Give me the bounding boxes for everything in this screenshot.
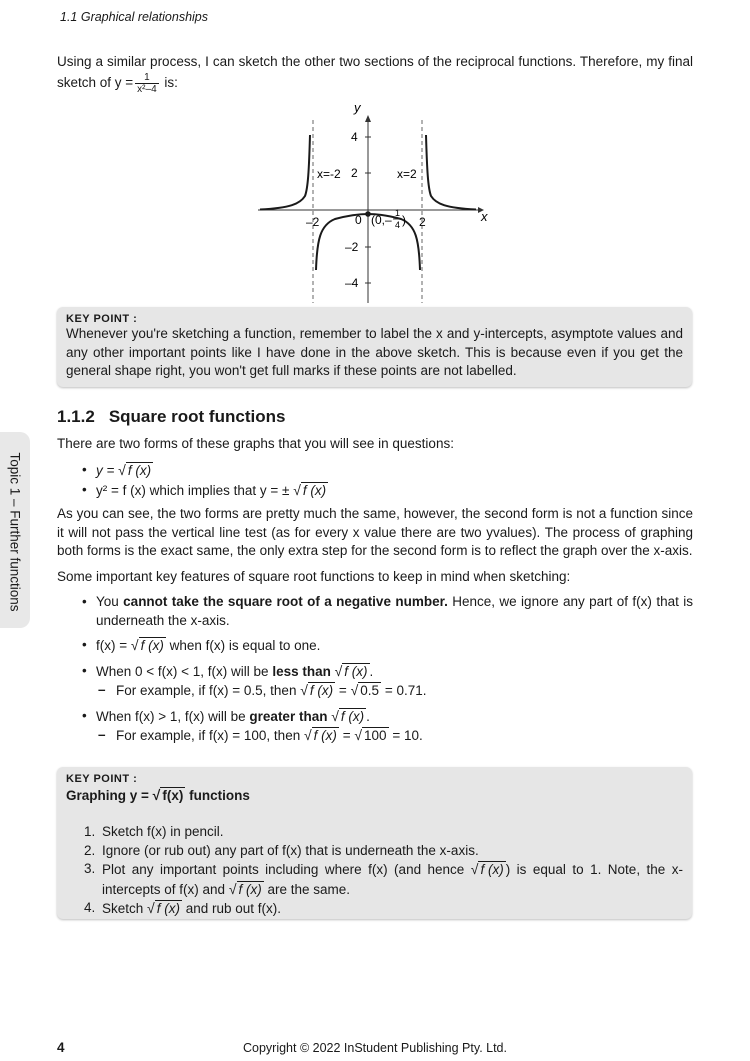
x-axis-label: x — [481, 209, 488, 224]
list-item — [82, 461, 682, 481]
b3-ex-end: = 0.71. — [384, 683, 427, 698]
copyright-notice: Copyright © 2022 InStudent Publishing Pty. Ltd. — [242, 1041, 507, 1055]
intro-paragraph — [57, 53, 693, 95]
b1-bold: cannot take the square root of a negative number. — [123, 594, 448, 609]
sqrt-expression: √ 100 — [354, 727, 387, 743]
intro-frac-num: 1 — [135, 72, 158, 84]
curve-right-branch — [426, 135, 476, 210]
sqrt-expression: √ f (x) — [118, 462, 152, 478]
step-number: 2. — [84, 842, 96, 858]
b3-ex-pre: For example, if f(x) = 0.5, then — [116, 683, 297, 698]
sqrt-expression: √ f (x) — [130, 637, 164, 653]
b1-pre: You — [96, 594, 124, 609]
paragraph-key-features: Some important key features of square root functions to keep in mind when sketching: — [57, 569, 571, 584]
sqrt-radicand: f (x) — [313, 728, 337, 743]
step-text: Plot any important points including where f(x) (and hence — [102, 862, 465, 877]
asymptote-right-label: x=2 — [397, 167, 417, 181]
b4-end: . — [366, 708, 370, 724]
sqrt-expression: √ f (x) — [303, 727, 337, 743]
sqrt-radicand: f (x) — [238, 881, 262, 897]
curve-left-branch — [260, 135, 310, 210]
key-point-box-2 — [57, 767, 692, 919]
b3-end: . — [369, 663, 374, 679]
sqrt-radicand: f (x) — [344, 663, 368, 679]
form2-text: y² = f (x) which implies that y = ± — [96, 482, 290, 498]
sqrt-radicand: f (x) — [140, 638, 164, 653]
y-tick-label-neg4: –4 — [345, 276, 359, 290]
example-item — [96, 726, 693, 746]
key-point-title-1: KEY POINT : — [66, 313, 138, 325]
running-header: 1.1 Graphical relationships — [60, 10, 208, 24]
list-item — [82, 662, 693, 701]
b4-ex-mid: = — [342, 728, 351, 743]
intro-text-before: Using a similar process, I can sketch the other two sections of the reciprocal functions. Therefore, my final sketch of y = — [57, 54, 693, 90]
sqrt-expression: √ f(x) — [152, 787, 184, 803]
origin-label: 0 — [355, 213, 362, 227]
step-item — [66, 823, 683, 842]
step-text: Ignore (or rub out) any part of f(x) that is underneath the x-axis. — [102, 842, 479, 858]
y-tick-label-2: 2 — [351, 166, 358, 180]
step-text: ) is equal to 1. Note, the x-intercepts of f(x) and — [102, 862, 683, 897]
x-tick-label-2: 2 — [419, 215, 426, 229]
intercept-frac-den: 4 — [395, 220, 401, 230]
side-tab-label: Topic 1 – Further functions — [7, 452, 23, 612]
b4-ex-end: = 10. — [392, 728, 423, 743]
sqrt-expression: √ f (x) — [300, 682, 334, 698]
step-item — [66, 860, 683, 899]
b2-pre: f(x) = — [96, 638, 128, 653]
sqrt-radicand: f (x) — [302, 482, 327, 498]
b4-pre: When f(x) > 1, f(x) will be — [96, 708, 250, 724]
b2-post: when f(x) is equal to one. — [165, 638, 321, 653]
paragraph-forms: As you can see, the two forms are pretty much the same, however, the second form is not a function since it will not pass the vertical line test (as for every x value there are two yvalues). The process of graphing both forms is the exact same, the only extra step for the second form is to reflect the graph over the x-axis. — [57, 506, 693, 558]
y-axis-arrow-icon — [365, 115, 371, 122]
kp2-heading-post: functions — [185, 788, 250, 803]
sqrt-radicand: 100 — [364, 728, 387, 743]
intercept-label-suffix: ) — [402, 213, 406, 227]
key-point-box-1 — [57, 307, 692, 387]
b4-ex-pre: For example, if f(x) = 100, then — [116, 728, 301, 743]
y-intercept-point — [365, 211, 371, 217]
features-list — [82, 593, 693, 746]
step-item — [66, 842, 683, 861]
sqrt-radicand: f (x) — [127, 463, 152, 478]
key-point-text-1: Whenever you're sketching a function, remember to label the x and y-intercepts, asymptote values and any other important points like I have done in the above sketch. This is because even if you get the general shape right, you won't get full marks if these points are not labelled. — [66, 326, 683, 378]
list-item — [82, 636, 693, 656]
step-text: and rub out f(x). — [181, 901, 282, 916]
sqrt-radicand: f (x) — [156, 901, 180, 916]
forms-list — [82, 461, 682, 500]
section-heading — [57, 407, 285, 427]
sqrt-expression: √ f (x) — [331, 707, 365, 724]
intro-fraction — [135, 72, 158, 95]
asymptote-left-label: x=-2 — [317, 167, 341, 181]
y-axis-label: y — [354, 100, 361, 115]
example-item — [96, 681, 693, 701]
steps-list — [66, 823, 683, 919]
sqrt-expression: √ f (x) — [293, 481, 327, 498]
step-item — [66, 899, 683, 919]
sqrt-expression: √ 0.5 — [350, 682, 380, 698]
b1-post: Hence, we ignore any part of f(x) that is underneath the x-axis. — [96, 594, 693, 628]
key-point-heading-2 — [66, 785, 683, 806]
form1-lhs: y = — [96, 463, 115, 478]
list-item — [82, 707, 693, 746]
b4-bold: greater than — [249, 708, 328, 724]
reciprocal-graph — [250, 100, 510, 305]
sqrt-expression: √ f (x) — [228, 880, 262, 897]
y-tick-label-4: 4 — [351, 130, 358, 144]
step-number: 3. — [84, 861, 96, 876]
sqrt-radicand: f(x) — [162, 788, 184, 803]
step-text: Sketch — [102, 901, 144, 916]
sqrt-radicand: f (x) — [480, 862, 504, 877]
kp2-heading-pre: Graphing y = — [66, 788, 149, 803]
sqrt-expression: √ f (x) — [334, 662, 368, 679]
step-text: Sketch f(x) in pencil. — [102, 824, 224, 839]
y-tick-label-neg2: –2 — [345, 240, 359, 254]
intercept-label-prefix: (0,– — [371, 213, 392, 227]
sqrt-expression: √ f (x) — [470, 861, 504, 877]
key-point-title-2: KEY POINT : — [66, 773, 138, 785]
sqrt-expression: √ f (x) — [147, 900, 180, 916]
intro-text-after: is: — [164, 74, 178, 90]
sqrt-radicand: 0.5 — [360, 683, 380, 698]
intro-frac-den: x²–4 — [137, 83, 157, 95]
b3-pre: When 0 < f(x) < 1, f(x) will be — [96, 663, 273, 679]
step-number: 4. — [84, 900, 96, 915]
b3-bold: less than — [272, 663, 331, 679]
intercept-frac-num: 1 — [395, 208, 401, 218]
section-intro: There are two forms of these graphs that you will see in questions: — [57, 436, 454, 451]
section-title: Square root functions — [108, 407, 286, 426]
sqrt-radicand: f (x) — [340, 708, 365, 724]
x-tick-label-neg2: –2 — [306, 215, 320, 229]
section-number: 1.1.2 — [57, 407, 95, 426]
step-text: are the same. — [263, 881, 351, 897]
page-number: 4 — [57, 1040, 65, 1055]
b3-ex-mid: = — [338, 683, 347, 698]
step-number: 1. — [84, 824, 96, 839]
list-item — [82, 593, 693, 630]
list-item — [82, 481, 682, 501]
sqrt-radicand: f (x) — [309, 683, 334, 698]
